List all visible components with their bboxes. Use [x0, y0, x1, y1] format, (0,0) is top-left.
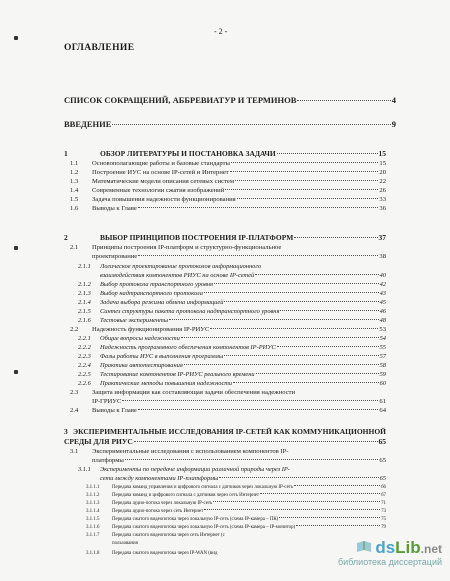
toc-entry-cont: взаимодействия компонентов РИУС на основе IP-сетей 40 [100, 272, 386, 279]
watermark-logo: dsLib.net [338, 539, 442, 556]
toc-entry-cont: сети между компонентами IP-платформы 65 [100, 475, 386, 482]
toc-entry: 3.1 Экспериментальные исследования с использованием компонентов IP- [70, 448, 289, 455]
watermark-subtitle: библиотека диссертаций [337, 557, 442, 567]
toc-entry: 2.1.6 Тестовые эксперименты 48 [78, 317, 386, 324]
toc-entry: 2.2.3 Фазы работы ИУС в выполнения программы 57 [78, 353, 386, 360]
toc-entry: 2.3 Защита информации как составляющая задачи обеспечения надежности [70, 389, 296, 396]
toc-entry: 2.2.2 Надежность программного обеспечения компонентов IP-РИУС 55 [78, 344, 386, 351]
toc-heading: ОГЛАВЛЕНИЕ [64, 43, 135, 53]
toc-entry: 3.1.1.7 Передача сжатого видеопотока через сеть Интернет (с [86, 533, 225, 538]
toc-entry: 2.4 Выводы к Главе 64 [70, 407, 386, 414]
binder-mark [14, 246, 18, 250]
toc-entry: 2.2.6 Практические методы повышения надежности 60 [78, 380, 386, 387]
toc-entry: 3.1.1.8 Передача сжатого видеопотока через IP-WAN (вид [86, 551, 218, 556]
toc-entry: 1.4 Современные технологии сжатия изображений 26 [70, 187, 386, 194]
toc-entry: 2 ВЫБОР ПРИНЦИПОВ ПОСТРОЕНИЯ IP-ПЛАТФОРМ 37 [64, 233, 386, 242]
toc-entry: 3.1.1.4 Передача аудио-потока через сеть Интернет 73 [86, 509, 386, 514]
toc-entry: 1.1 Основополагающие работы и базовые стандарты 15 [70, 160, 386, 167]
toc-entry: 3.1.1.6 Передача сжатого видеопотока через локальную IP-сеть (схема IP-камера – IP-монитор) 79 [86, 525, 386, 530]
watermark [338, 539, 442, 567]
toc-entry: СПИСОК СОКРАЩЕНИЙ, АББРЕВИАТУР И ТЕРМИНОВ 4 [64, 95, 396, 105]
toc-entry: 2.1 Принципы построения IP-платформ и структурно-функциональное [70, 244, 282, 251]
toc-entry: 3.1.1.2 Передача команд и цифрового сигнала с датчиков через сеть Интернет 67 [86, 493, 386, 498]
toc-entry: 3.1.1 Эксперименты по передаче информации различной природы через IP- [78, 466, 290, 473]
page-number: - 2 - [214, 27, 228, 36]
toc-entry-cont: платформы 65 [92, 457, 386, 464]
toc-entry: 1.6 Выводы к Главе 36 [70, 205, 386, 212]
toc-entry: 3.1.1.1 Передача команд управления и цифрового сигнала с датчиков через локальную IP-сеть 66 [86, 485, 386, 490]
toc-entry: 2.2 Надежность функционирования IP-РИУС 53 [70, 326, 386, 333]
binder-mark [14, 370, 18, 374]
toc-entry: 3.1.1.5 Передача сжатого видеопотока через локальную IP-сеть (схема IP-камера – ПК) 75 [86, 517, 386, 522]
toc-entry-cont: проектирование 38 [92, 253, 386, 260]
toc-entry: 2.1.5 Синтез структуры пакета протокола надтранспортного уровня 46 [78, 308, 386, 315]
toc-entry-cont: СРЕДЫ ДЛЯ РИУС 65 [64, 437, 386, 446]
toc-entry: 1.2 Построение ИУС на основе IP-сетей и Интернет 20 [70, 169, 386, 176]
binder-mark [14, 36, 18, 40]
toc-entry: 1.5 Задача повышения надежности функционирования 33 [70, 196, 386, 203]
toc-entry: 2.1.3 Выбор надтранспортного протокола 43 [78, 290, 386, 297]
toc-entry: 1 ОБЗОР ЛИТЕРАТУРЫ И ПОСТАНОВКА ЗАДАЧИ 15 [64, 149, 386, 158]
toc-entry-cont: пользования [112, 541, 138, 546]
toc-entry: 1.3 Математические модели описания сетевых систем 22 [70, 178, 386, 185]
toc-entry: ВВЕДЕНИЕ 9 [64, 119, 396, 129]
toc-entry: 2.2.1 Общие вопросы надежности 54 [78, 335, 386, 342]
toc-entry: 2.1.2 Выбор протокола транспортного уровня 42 [78, 281, 386, 288]
toc-entry-cont: IP-ГРИУС 61 [92, 398, 386, 405]
toc-entry: 2.2.4 Практика автотестирования 58 [78, 362, 386, 369]
toc-entry: 3.1.1.3 Передача аудио-потока через локальную IP-сеть 71 [86, 501, 386, 506]
toc-entry: 2.1.4 Задача выбора режима обмена информацией 45 [78, 299, 386, 306]
toc-entry: 3 ЭКСПЕРИМЕНТАЛЬНЫЕ ИССЛЕДОВАНИЯ IP-СЕТЕЙ КАК КОММУНИКАЦИОННОЙ [64, 427, 386, 436]
book-icon [356, 540, 372, 554]
toc-entry: 2.1.1 Логическое проектирование протоколов информационного [78, 263, 262, 270]
toc-entry: 2.2.5 Тестирование компонентов IP-РИУС реального времени 59 [78, 371, 386, 378]
